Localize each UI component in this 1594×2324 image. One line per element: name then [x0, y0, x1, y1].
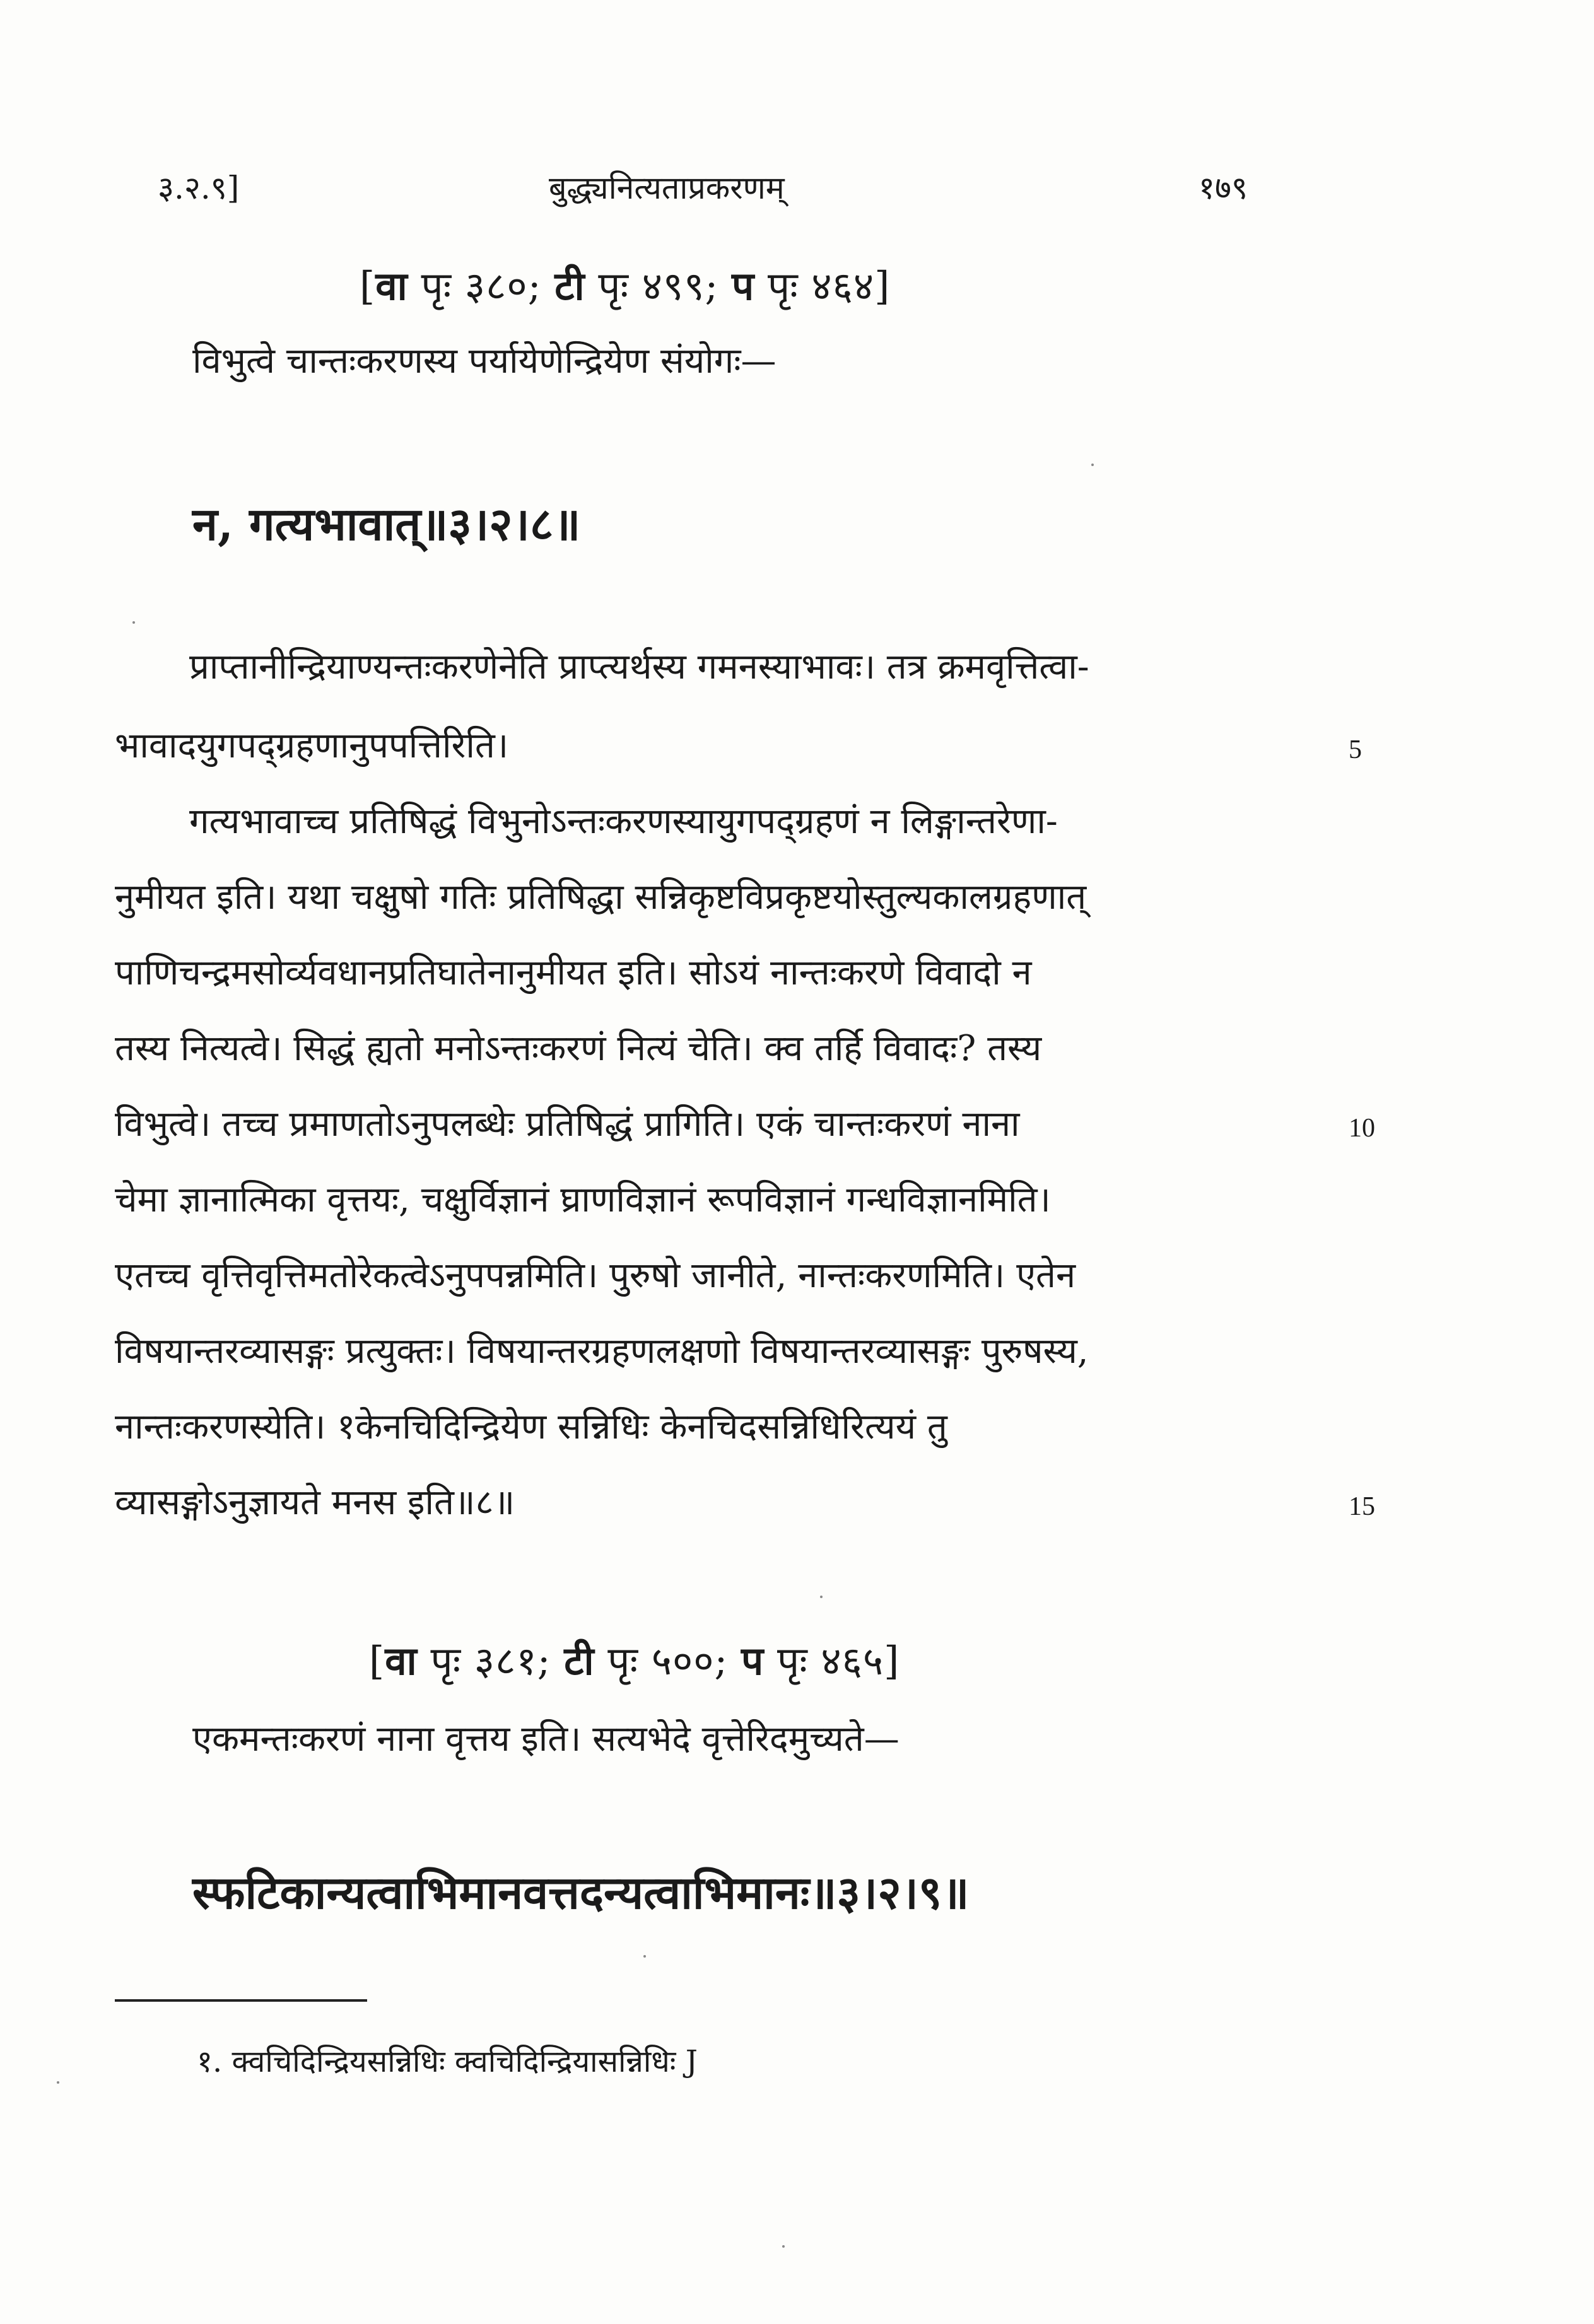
line-number-5: 5 [1349, 735, 1362, 764]
ref-pa-page: पृः ४६४] [767, 263, 891, 309]
ref-va-label: वा [375, 263, 408, 309]
scan-speck [1091, 464, 1094, 466]
ref-ti-label: टी [554, 263, 585, 309]
commentary-line-3: गत्यभावाच्च प्रतिषिद्धं विभुनोऽन्तःकरणस्यायुगपद्ग्रहणं न लिङ्गान्तरेणा- [189, 801, 1058, 842]
footnote-1: १. क्वचिदिन्द्रियसन्निधिः क्वचिदिन्द्रियासन्निधिः J [197, 2044, 698, 2079]
footnote-rule [115, 1999, 367, 2002]
ref-va-page: पृः ३८०; [421, 263, 542, 309]
sutra-3-2-9: स्फटिकान्यत्वाभिमानवत्तदन्यत्वाभिमानः॥३।२।९॥ [192, 1866, 970, 1919]
line-number-15: 15 [1349, 1492, 1375, 1521]
ref-va-label: वा [385, 1638, 418, 1684]
header-chapter-title: बुद्ध्यनित्यताप्रकरणम् [549, 170, 785, 206]
intro-text-2: एकमन्तःकरणं नाना वृत्तय इति। सत्यभेदे वृत्तेरिदमुच्यते— [192, 1719, 900, 1760]
header-section-number: ३.२.९] [158, 170, 240, 206]
sutra-3-2-8: न, गत्यभावात्॥३।२।८॥ [192, 497, 581, 551]
ref-pa-page: पृः ४६५] [776, 1638, 900, 1684]
ref-ti-label: टी [564, 1638, 595, 1684]
commentary-line-12: व्यासङ्गोऽनुज्ञायते मनस इति॥८॥ [115, 1482, 515, 1523]
commentary-line-4: नुमीयत इति। यथा चक्षुषो गतिः प्रतिषिद्धा सन्निकृष्टविप्रकृष्टयोस्तुल्यकालग्रहणात् [115, 877, 1087, 918]
scan-speck [820, 1596, 823, 1598]
commentary-line-8: चेमा ज्ञानात्मिका वृत्तयः, चक्षुर्विज्ञानं घ्राणविज्ञानं रूपविज्ञानं गन्धविज्ञानमिति। [115, 1179, 1051, 1220]
ref-pa-label: प [732, 263, 755, 309]
commentary-line-11: नान्तःकरणस्येति। १केनचिदिन्द्रियेण सन्निधिः केनचिदसन्निधिरित्ययं तु [115, 1406, 947, 1447]
intro-text-1: विभुत्वे चान्तःकरणस्य पर्यायेणेन्द्रियेण संयोगः— [192, 341, 776, 382]
ref-ti-page: पृः ४९९; [598, 263, 719, 309]
scan-speck [782, 2245, 785, 2248]
ref-va-page: पृः ३८१; [430, 1638, 551, 1684]
commentary-line-10: विषयान्तरव्यासङ्गः प्रत्युक्तः। विषयान्तरग्रहणलक्षणो विषयान्तरव्यासङ्गः पुरुषस्य, [115, 1331, 1089, 1372]
page-reference-1 [360, 259, 890, 312]
commentary-line-9: एतच्च वृत्तिवृत्तिमतोरेकत्वेऽनुपपन्नमिति। पुरुषो जानीते, नान्तःकरणमिति। एतेन [115, 1255, 1076, 1296]
scan-speck [132, 621, 135, 624]
commentary-line-7: विभुत्वे। तच्च प्रमाणतोऽनुपलब्धेः प्रतिषिद्धं प्रागिति। एकं चान्तःकरणं नाना [115, 1104, 1020, 1145]
ref-pa-label: प [741, 1638, 765, 1684]
line-number-10: 10 [1349, 1114, 1375, 1143]
commentary-line-1: प्राप्तानीन्द्रियाण्यन्तःकरणेनेति प्राप्त्यर्थस्य गमनस्याभावः। तत्र क्रमवृत्तित्वा- [189, 646, 1089, 687]
ref-open-bracket: [ [369, 1638, 385, 1684]
commentary-line-5: पाणिचन्द्रमसोर्व्यवधानप्रतिघातेनानुमीयत इति। सोऽयं नान्तःकरणे विवादो न [115, 952, 1032, 993]
scan-speck [57, 2081, 59, 2084]
ref-open-bracket: [ [360, 263, 376, 309]
scan-speck [643, 1955, 646, 1958]
commentary-line-2: भावादयुगपद्ग्रहणानुपपत्तिरिति। [115, 725, 509, 766]
commentary-line-6: तस्य नित्यत्वे। सिद्धं ह्यतो मनोऽन्तःकरणं नित्यं चेति। क्व तर्हि विवादः? तस्य [115, 1028, 1042, 1069]
header-page-number: १७९ [1198, 170, 1248, 206]
ref-ti-page: पृः ५००; [607, 1638, 729, 1684]
page-reference-2 [369, 1633, 900, 1686]
